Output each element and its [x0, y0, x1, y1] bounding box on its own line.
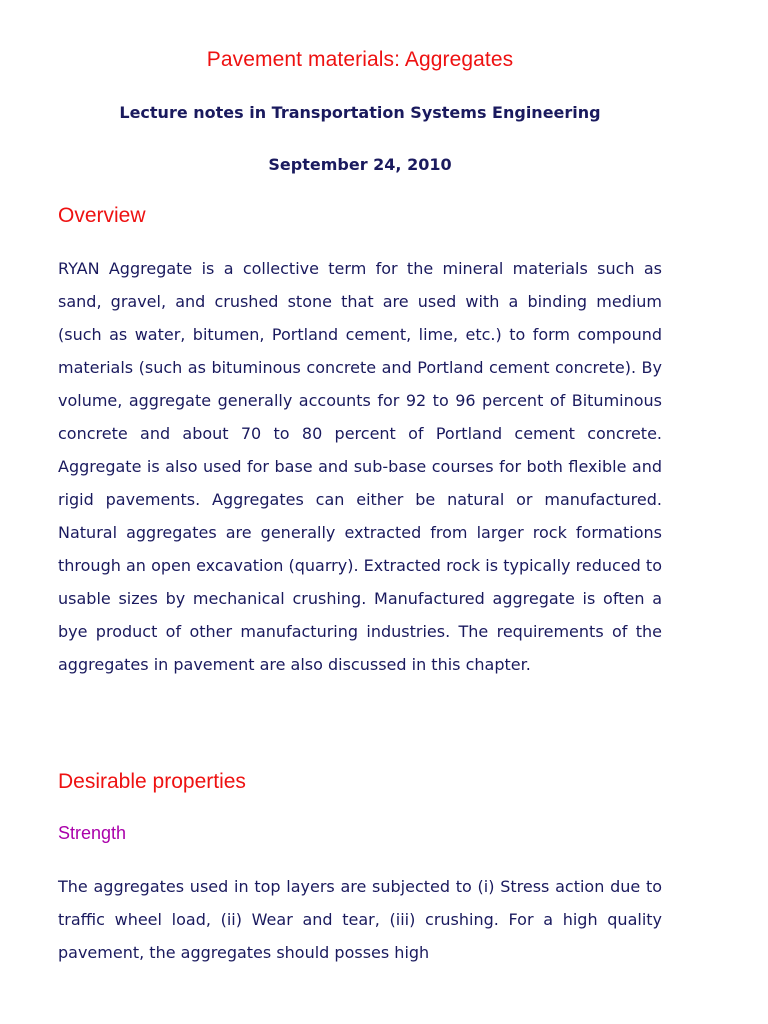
document-title: Pavement materials: Aggregates	[206, 48, 514, 71]
strength-heading: Strength	[58, 823, 127, 843]
strength-paragraph: The aggregates used in top layers are subjected to (i) Stress action due to traffic wheel load, (ii) Wear and tear, (iii) crushing. For a high quality pavement, the aggregates should posses high	[58, 877, 662, 962]
overview-heading: Overview	[58, 204, 146, 227]
desirable-properties-heading: Desirable properties	[58, 770, 246, 793]
document-subtitle: Lecture notes in Transportation Systems Engineering	[119, 103, 601, 122]
overview-paragraph: RYAN Aggregate is a collective term for the mineral materials such as sand, gravel, and crushed stone that are used with a binding medium (such as water, bitumen, Portland cement, lime, etc.) to form compound materials (such as bituminous concrete and Portland cement concrete). By volume, aggregate generally accounts for 92 to 96 percent of Bituminous concrete and about 70 to 80 percent of Portland cement concrete. Aggregate is also used for base and sub-base courses for both flexible and rigid pavements. Aggregates can either be natural or manufactured. Natural aggregates are generally extracted from larger rock formations through an open excavation (quarry). Extracted rock is typically reduced to usable sizes by mechanical crushing. Manufactured aggregate is often a bye product of other manufacturing industries. The requirements of the aggregates in pavement are also discussed in this chapter.	[58, 259, 662, 674]
document-date: September 24, 2010	[268, 155, 452, 174]
